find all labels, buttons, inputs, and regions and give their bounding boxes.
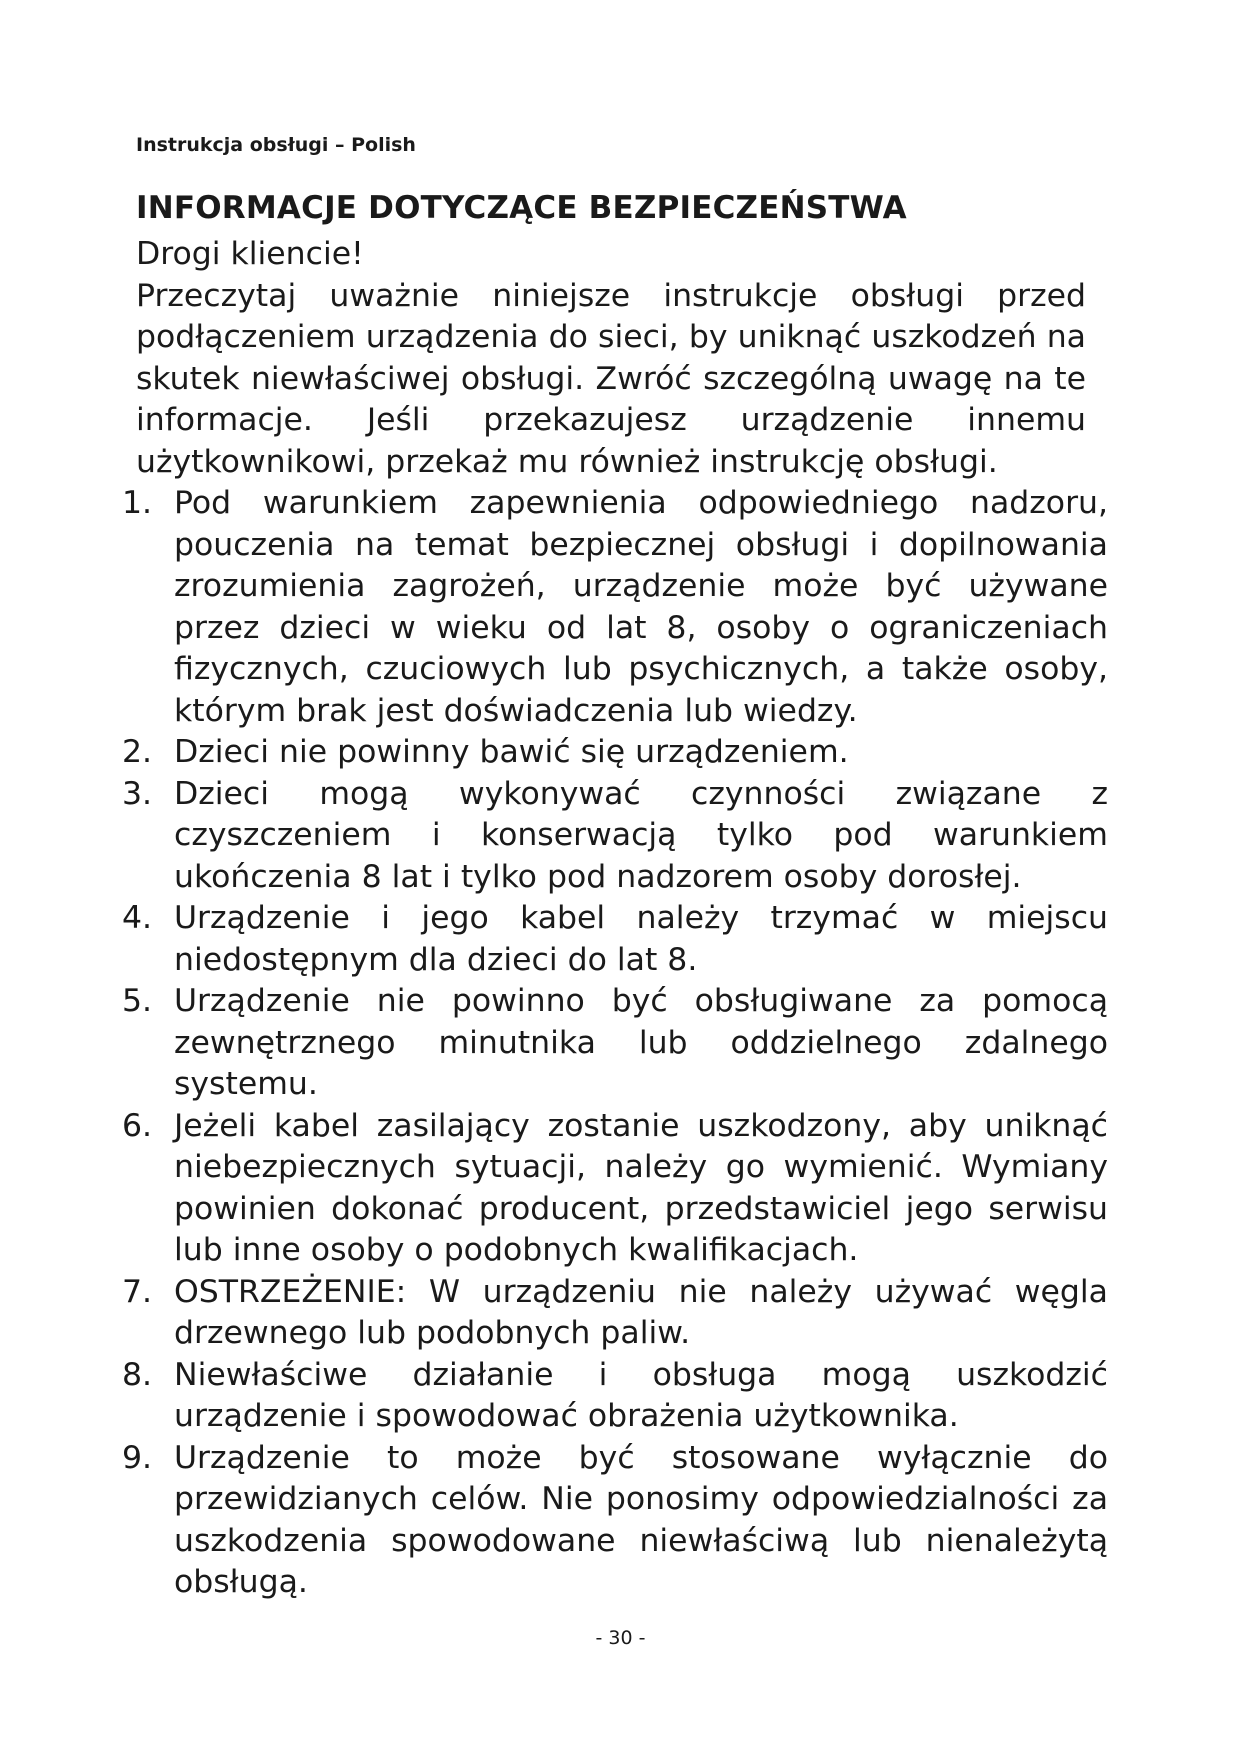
rule-number: 1. — [122, 485, 153, 521]
safety-rule-2 — [122, 732, 1116, 774]
rule-number: 9. — [122, 1439, 153, 1476]
intro-paragraph: Przeczytaj uważnie niniejsze instrukcje obsługi przed podłączeniem urządzenia do sieci, by uniknąć uszkodzeń na skutek niewłaściwej obsługi. Zwróć szczególną uwagę na te informacje. Jeśli przekazujesz urządzenie innemu użytkownikowi, przekaż mu również instrukcję obsługi. — [136, 277, 1086, 480]
safety-rule-5 — [122, 981, 1116, 1106]
safety-rule-4 — [122, 898, 1116, 981]
safety-rule-9 — [122, 1438, 1116, 1604]
safety-rules-list — [122, 483, 1116, 1604]
rule-text: Jeżeli kabel zasilający zostanie uszkodzony, aby uniknąć niebezpiecznych sytuacji, należy go wymienić. Wymiany powinien dokonać producent, przedstawiciel jego serwisu lub inne osoby o podobnych kwalifikacjach. — [174, 1107, 1108, 1268]
safety-rule-8 — [122, 1355, 1116, 1438]
rule-number: 4. — [122, 900, 153, 936]
rule-text: Dzieci nie powinny bawić się urządzeniem. — [174, 734, 849, 770]
safety-rule-1 — [122, 483, 1116, 732]
rule-text: Pod warunkiem zapewnienia odpowiedniego nadzoru, pouczenia na temat bezpiecznej obsługi i dopilnowania zrozumienia zagrożeń, urządzenie może być używane przez dzieci w wieku od lat 8, osoby o ograniczeniach fizycznych, czuciowych lub psychicznych, a także osoby, którym brak jest doświadczenia lub wiedzy. — [174, 485, 1108, 729]
rule-number: 2. — [122, 734, 153, 770]
safety-section-body — [122, 234, 1116, 1604]
safety-rule-7 — [122, 1272, 1116, 1355]
rule-text: Dzieci mogą wykonywać czynności związane z czyszczeniem i konserwacją tylko pod warunkiem ukończenia 8 lat i tylko pod nadzorem osoby dorosłej. — [174, 775, 1108, 895]
safety-rule-6 — [122, 1106, 1116, 1272]
rule-text: Urządzenie to może być stosowane wyłącznie do przewidzianych celów. Nie ponosimy odpowiedzialności za uszkodzenia spowodowane niewłaściwą lub nienależytą obsługą. — [174, 1439, 1108, 1600]
greeting: Drogi kliencie! — [136, 236, 364, 272]
rule-text: Urządzenie nie powinno być obsługiwane za pomocą zewnętrznego minutnika lub oddzielnego zdalnego systemu. — [174, 983, 1108, 1102]
page-number: - 30 - — [595, 1627, 646, 1649]
section-title: INFORMACJE DOTYCZĄCE BEZPIECZEŃSTWA — [136, 190, 907, 226]
running-header: Instrukcja obsługi – Polish — [136, 134, 416, 156]
safety-rule-3 — [122, 774, 1116, 899]
rule-number: 3. — [122, 775, 153, 812]
rule-number: 8. — [122, 1356, 153, 1393]
rule-number: 6. — [122, 1107, 153, 1144]
rule-text: Niewłaściwe działanie i obsługa mogą uszkodzić urządzenie i spowodować obrażenia użytkownika. — [174, 1356, 1108, 1434]
rule-number: 7. — [122, 1273, 153, 1310]
rule-number: 5. — [122, 983, 153, 1019]
rule-text: OSTRZEŻENIE: W urządzeniu nie należy używać węgla drzewnego lub podobnych paliw. — [174, 1273, 1108, 1351]
rule-text: Urządzenie i jego kabel należy trzymać w miejscu niedostępnym dla dzieci do lat 8. — [174, 900, 1108, 978]
